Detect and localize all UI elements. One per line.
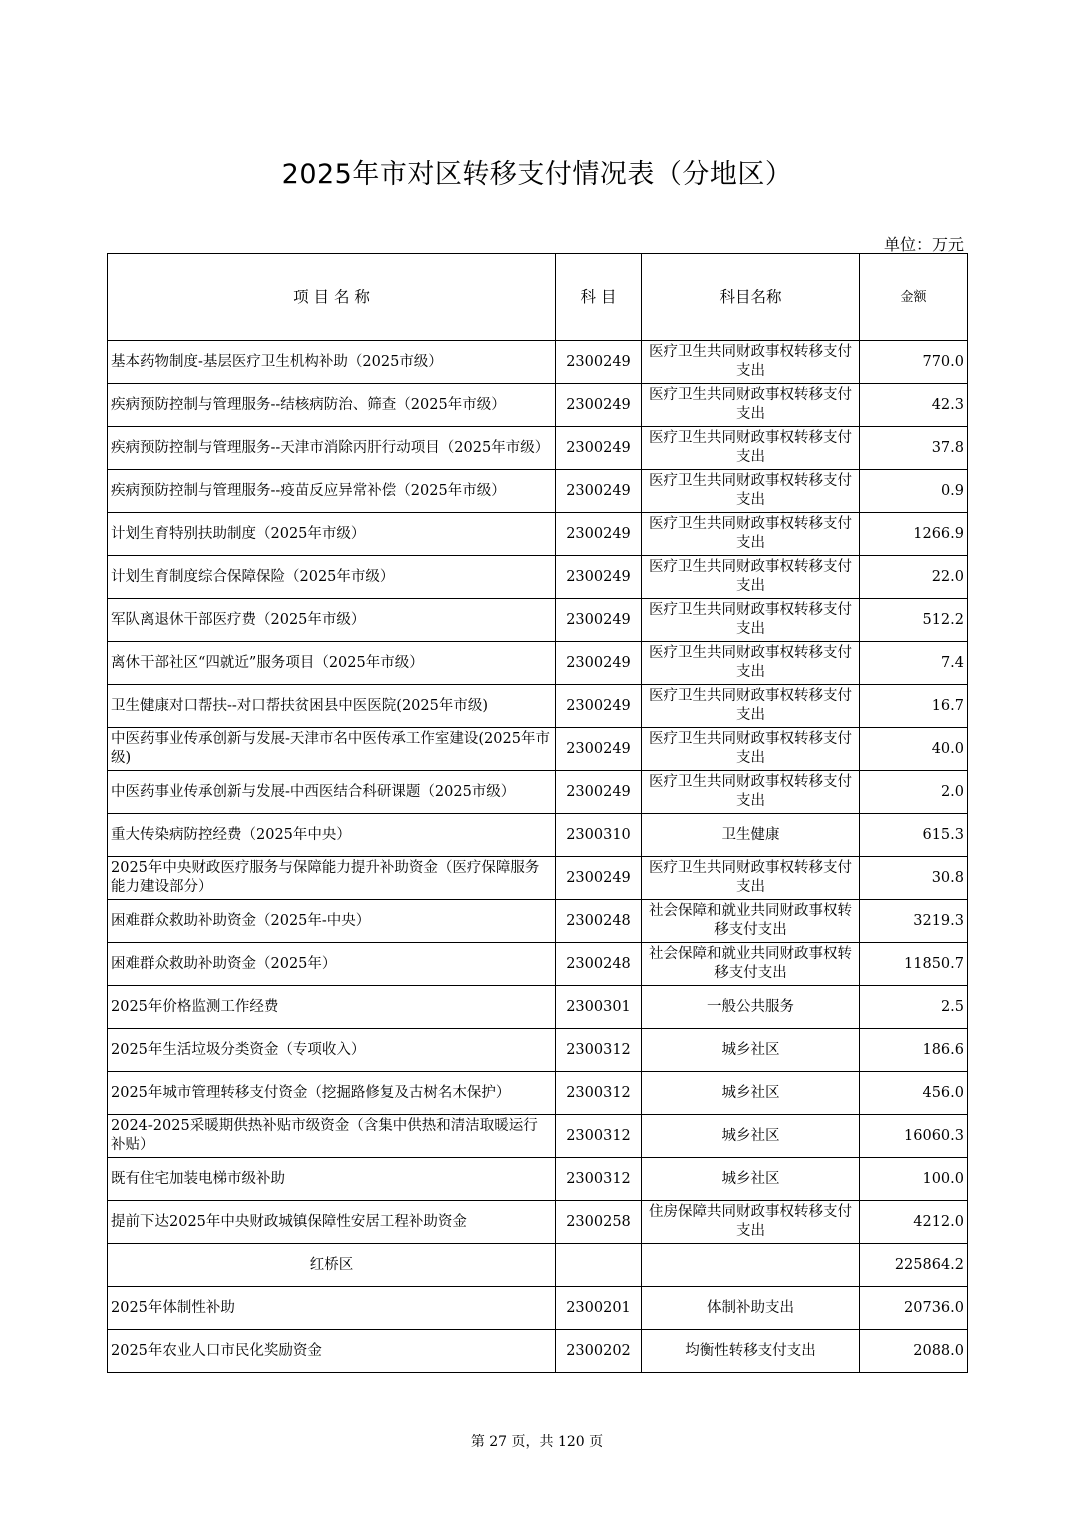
- subject-name-cell: 住房保障共同财政事权转移支付支出: [642, 1201, 860, 1244]
- subject-name-cell: 医疗卫生共同财政事权转移支付支出: [642, 470, 860, 513]
- project-name-cell: 2025年价格监测工作经费: [108, 986, 556, 1029]
- subject-code-cell: 2300249: [556, 556, 642, 599]
- project-name-cell: 疾病预防控制与管理服务--结核病防治、筛查（2025年市级）: [108, 384, 556, 427]
- amount-cell: 16060.3: [860, 1115, 968, 1158]
- subject-code-cell: 2300249: [556, 771, 642, 814]
- amount-cell: 40.0: [860, 728, 968, 771]
- table-row: [108, 1029, 968, 1072]
- amount-cell: 615.3: [860, 814, 968, 857]
- subject-name-cell: 卫生健康: [642, 814, 860, 857]
- subject-code-cell: [556, 1244, 642, 1287]
- amount-cell: 456.0: [860, 1072, 968, 1115]
- subject-name-cell: 医疗卫生共同财政事权转移支付支出: [642, 642, 860, 685]
- subject-code-cell: 2300258: [556, 1201, 642, 1244]
- amount-cell: 1266.9: [860, 513, 968, 556]
- amount-cell: 7.4: [860, 642, 968, 685]
- amount-cell: 2088.0: [860, 1330, 968, 1373]
- transfer-payment-table: [107, 253, 968, 1373]
- project-name-cell: 2025年城市管理转移支付资金（挖掘路修复及古树名木保护）: [108, 1072, 556, 1115]
- header-project-name: 项 目 名 称: [108, 254, 556, 341]
- amount-cell: 512.2: [860, 599, 968, 642]
- subject-code-cell: 2300249: [556, 470, 642, 513]
- table-row: [108, 814, 968, 857]
- page-title: 2025年市对区转移支付情况表（分地区）: [281, 159, 793, 190]
- project-name-cell: 困难群众救助补助资金（2025年）: [108, 943, 556, 986]
- table-row: [108, 1201, 968, 1244]
- table-row: [108, 685, 968, 728]
- project-name-cell: 军队离退休干部医疗费（2025年市级）: [108, 599, 556, 642]
- table-row: [108, 857, 968, 900]
- amount-cell: 0.9: [860, 470, 968, 513]
- table-row: [108, 599, 968, 642]
- table-row: [108, 642, 968, 685]
- unit-label: 单位：万元: [883, 235, 964, 254]
- table-row: [108, 1287, 968, 1330]
- subject-code-cell: 2300249: [556, 642, 642, 685]
- subject-code-cell: 2300249: [556, 857, 642, 900]
- project-name-cell: 基本药物制度-基层医疗卫生机构补助（2025市级）: [108, 341, 556, 384]
- project-name-cell: 2025年生活垃圾分类资金（专项收入）: [108, 1029, 556, 1072]
- project-name-cell: 离休干部社区“四就近”服务项目（2025年市级）: [108, 642, 556, 685]
- subject-name-cell: 城乡社区: [642, 1158, 860, 1201]
- table-row: [108, 986, 968, 1029]
- subject-name-cell: 城乡社区: [642, 1029, 860, 1072]
- project-name-cell: 2025年中央财政医疗服务与保障能力提升补助资金（医疗保障服务能力建设部分）: [108, 857, 556, 900]
- project-name-cell: 红桥区: [108, 1244, 556, 1287]
- amount-cell: 770.0: [860, 341, 968, 384]
- subject-name-cell: 医疗卫生共同财政事权转移支付支出: [642, 384, 860, 427]
- subject-code-cell: 2300249: [556, 427, 642, 470]
- amount-cell: 100.0: [860, 1158, 968, 1201]
- subject-name-cell: 体制补助支出: [642, 1287, 860, 1330]
- subject-code-cell: 2300248: [556, 900, 642, 943]
- subject-code-cell: 2300249: [556, 341, 642, 384]
- amount-cell: 42.3: [860, 384, 968, 427]
- amount-cell: 2.0: [860, 771, 968, 814]
- project-name-cell: 疾病预防控制与管理服务--天津市消除丙肝行动项目（2025年市级）: [108, 427, 556, 470]
- header-subject-name: 科目名称: [642, 254, 860, 341]
- project-name-cell: 困难群众救助补助资金（2025年-中央）: [108, 900, 556, 943]
- subject-name-cell: 医疗卫生共同财政事权转移支付支出: [642, 513, 860, 556]
- subject-name-cell: 一般公共服务: [642, 986, 860, 1029]
- subject-code-cell: 2300249: [556, 685, 642, 728]
- project-name-cell: 既有住宅加装电梯市级补助: [108, 1158, 556, 1201]
- subject-name-cell: 医疗卫生共同财政事权转移支付支出: [642, 341, 860, 384]
- subject-code-cell: 2300201: [556, 1287, 642, 1330]
- subject-code-cell: 2300249: [556, 728, 642, 771]
- table-row: [108, 943, 968, 986]
- project-name-cell: 2025年体制性补助: [108, 1287, 556, 1330]
- page-footer: 第 27 页，共 120 页: [470, 1434, 604, 1450]
- table-row: [108, 384, 968, 427]
- amount-cell: 16.7: [860, 685, 968, 728]
- subject-name-cell: 医疗卫生共同财政事权转移支付支出: [642, 599, 860, 642]
- subject-code-cell: 2300312: [556, 1158, 642, 1201]
- amount-cell: 225864.2: [860, 1244, 968, 1287]
- project-name-cell: 卫生健康对口帮扶--对口帮扶贫困县中医医院(2025年市级): [108, 685, 556, 728]
- subject-name-cell: 医疗卫生共同财政事权转移支付支出: [642, 427, 860, 470]
- header-subject-code: 科 目: [556, 254, 642, 341]
- project-name-cell: 2025年农业人口市民化奖励资金: [108, 1330, 556, 1373]
- subject-name-cell: 医疗卫生共同财政事权转移支付支出: [642, 728, 860, 771]
- subject-name-cell: 医疗卫生共同财政事权转移支付支出: [642, 556, 860, 599]
- subject-name-cell: [642, 1244, 860, 1287]
- subject-code-cell: 2300249: [556, 599, 642, 642]
- amount-cell: 20736.0: [860, 1287, 968, 1330]
- district-row: [108, 1244, 968, 1287]
- amount-cell: 2.5: [860, 986, 968, 1029]
- amount-cell: 3219.3: [860, 900, 968, 943]
- subject-code-cell: 2300202: [556, 1330, 642, 1373]
- project-name-cell: 计划生育特别扶助制度（2025年市级）: [108, 513, 556, 556]
- table-row: [108, 728, 968, 771]
- project-name-cell: 中医药事业传承创新与发展-天津市名中医传承工作室建设(2025年市级): [108, 728, 556, 771]
- subject-name-cell: 社会保障和就业共同财政事权转移支付支出: [642, 943, 860, 986]
- amount-cell: 4212.0: [860, 1201, 968, 1244]
- project-name-cell: 疾病预防控制与管理服务--疫苗反应异常补偿（2025年市级）: [108, 470, 556, 513]
- subject-name-cell: 社会保障和就业共同财政事权转移支付支出: [642, 900, 860, 943]
- table-row: [108, 1115, 968, 1158]
- amount-cell: 22.0: [860, 556, 968, 599]
- table-row: [108, 556, 968, 599]
- project-name-cell: 中医药事业传承创新与发展-中西医结合科研课题（2025市级）: [108, 771, 556, 814]
- subject-name-cell: 医疗卫生共同财政事权转移支付支出: [642, 771, 860, 814]
- table-row: [108, 470, 968, 513]
- subject-name-cell: 均衡性转移支付支出: [642, 1330, 860, 1373]
- table-row: [108, 1072, 968, 1115]
- subject-code-cell: 2300248: [556, 943, 642, 986]
- subject-name-cell: 城乡社区: [642, 1072, 860, 1115]
- subject-code-cell: 2300310: [556, 814, 642, 857]
- subject-code-cell: 2300312: [556, 1072, 642, 1115]
- amount-cell: 186.6: [860, 1029, 968, 1072]
- header-amount: 金额: [860, 254, 968, 341]
- subject-code-cell: 2300312: [556, 1115, 642, 1158]
- subject-name-cell: 医疗卫生共同财政事权转移支付支出: [642, 685, 860, 728]
- project-name-cell: 2024-2025采暖期供热补贴市级资金（含集中供热和清洁取暖运行补贴）: [108, 1115, 556, 1158]
- table-row: [108, 513, 968, 556]
- amount-cell: 37.8: [860, 427, 968, 470]
- table-row: [108, 1158, 968, 1201]
- subject-code-cell: 2300312: [556, 1029, 642, 1072]
- subject-code-cell: 2300249: [556, 513, 642, 556]
- project-name-cell: 重大传染病防控经费（2025年中央）: [108, 814, 556, 857]
- table-row: [108, 341, 968, 384]
- subject-code-cell: 2300249: [556, 384, 642, 427]
- table-row: [108, 900, 968, 943]
- subject-name-cell: 城乡社区: [642, 1115, 860, 1158]
- subject-code-cell: 2300301: [556, 986, 642, 1029]
- amount-cell: 11850.7: [860, 943, 968, 986]
- amount-cell: 30.8: [860, 857, 968, 900]
- table-row: [108, 1330, 968, 1373]
- subject-name-cell: 医疗卫生共同财政事权转移支付支出: [642, 857, 860, 900]
- project-name-cell: 提前下达2025年中央财政城镇保障性安居工程补助资金: [108, 1201, 556, 1244]
- project-name-cell: 计划生育制度综合保障保险（2025年市级）: [108, 556, 556, 599]
- table-header-row: [108, 254, 968, 341]
- table-row: [108, 427, 968, 470]
- table-row: [108, 771, 968, 814]
